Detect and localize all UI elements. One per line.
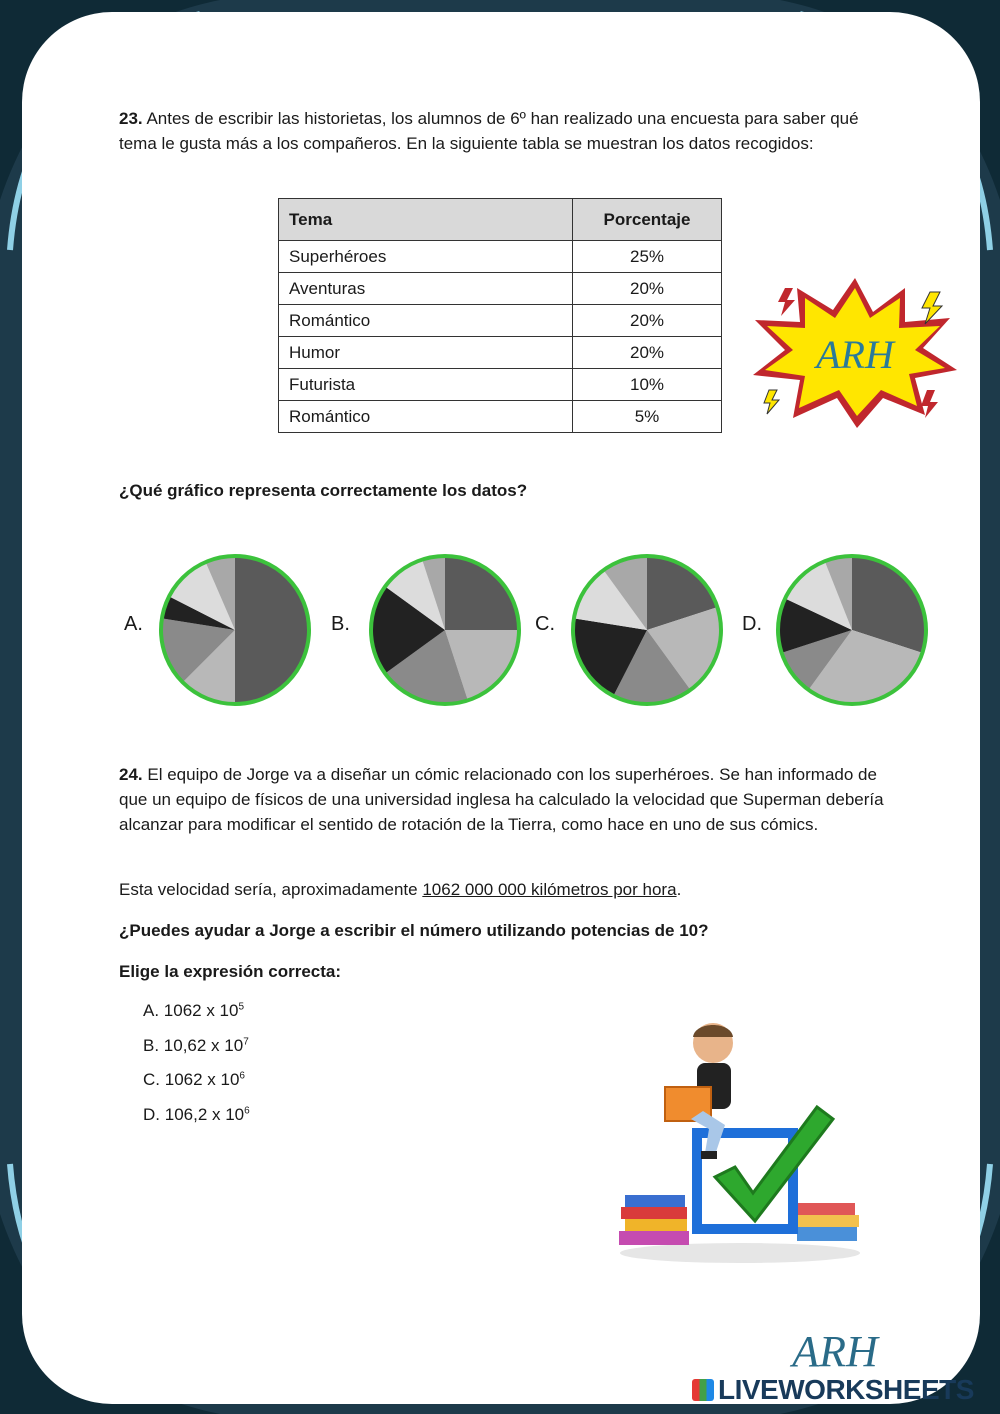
cell-pct: 5% (573, 401, 722, 433)
pie-chart-b[interactable] (366, 551, 524, 709)
pie-chart-a[interactable] (156, 551, 314, 709)
table-row (279, 305, 722, 337)
cell-tema: Romántico (279, 305, 573, 337)
q24-intro: 24. El equipo de Jorge va a diseñar un cómic relacionado con los superhéroes. Se han informado de que un equipo de físicos de una universidad inglesa ha calculado la velocidad que Superman debería alcanzar para modificar el sentido de rotación de la Tierra, como hace en uno de sus cómics. (119, 765, 884, 834)
table-row (279, 241, 722, 273)
cell-tema: Futurista (279, 369, 573, 401)
table-row (279, 401, 722, 433)
answer-option-b[interactable]: B. 10,62 x $10^7$ (143, 1036, 249, 1055)
signature-text: ARH (792, 1327, 878, 1376)
answer-option-d[interactable]: D. 106,2 x $10^6$ (143, 1105, 250, 1124)
table-header-tema: Tema (279, 199, 573, 241)
q24-instruction: Elige la expresión correcta: (119, 962, 342, 981)
pie-chart-c[interactable] (568, 551, 726, 709)
pie-label-a[interactable]: A. (124, 613, 143, 635)
cell-pct: 10% (573, 369, 722, 401)
survey-table (278, 198, 722, 433)
answer-option-c[interactable]: C. 1062 x $10^6$ (143, 1070, 245, 1089)
checkmark-illustration (605, 1015, 875, 1270)
cell-tema: Aventuras (279, 273, 573, 305)
q23-intro: 23. Antes de escribir las historietas, los alumnos de 6º han realizado una encuesta para saber qué tema le gusta más a los compañeros. En la siguiente tabla se muestran los datos recogidos: (119, 109, 859, 153)
q23-question: ¿Qué gráfico representa correctamente los datos? (119, 481, 528, 500)
cell-pct: 20% (573, 305, 722, 337)
badge-text: ARH (816, 332, 894, 377)
q24-speed: Esta velocidad sería, aproximadamente 1062 000 000 kilómetros por hora. (119, 880, 682, 899)
pie-slice (235, 556, 309, 704)
table-row (279, 273, 722, 305)
table-row (279, 369, 722, 401)
liveworksheets-watermark: LIVEWORKSHEETS (692, 1374, 974, 1406)
cell-tema: Romántico (279, 401, 573, 433)
table-header-porcentaje: Porcentaje (573, 199, 722, 241)
liveworksheets-logo-icon (692, 1379, 714, 1401)
cell-pct: 20% (573, 337, 722, 369)
pie-label-b[interactable]: B. (331, 613, 350, 635)
answer-option-a[interactable]: A. 1062 x $10^5$ (143, 1001, 245, 1020)
cell-tema: Humor (279, 337, 573, 369)
author-signature (785, 1318, 895, 1378)
comic-burst-badge (745, 270, 965, 430)
speed-value: 1062 000 000 kilómetros por hora (422, 880, 677, 899)
cell-tema: Superhéroes (279, 241, 573, 273)
pie-label-d[interactable]: D. (742, 613, 762, 635)
cell-pct: 25% (573, 241, 722, 273)
cell-pct: 20% (573, 273, 722, 305)
table-row (279, 337, 722, 369)
q24-question: ¿Puedes ayudar a Jorge a escribir el número utilizando potencias de 10? (119, 921, 709, 940)
pie-chart-d[interactable] (773, 551, 931, 709)
pie-label-c[interactable]: C. (535, 613, 555, 635)
